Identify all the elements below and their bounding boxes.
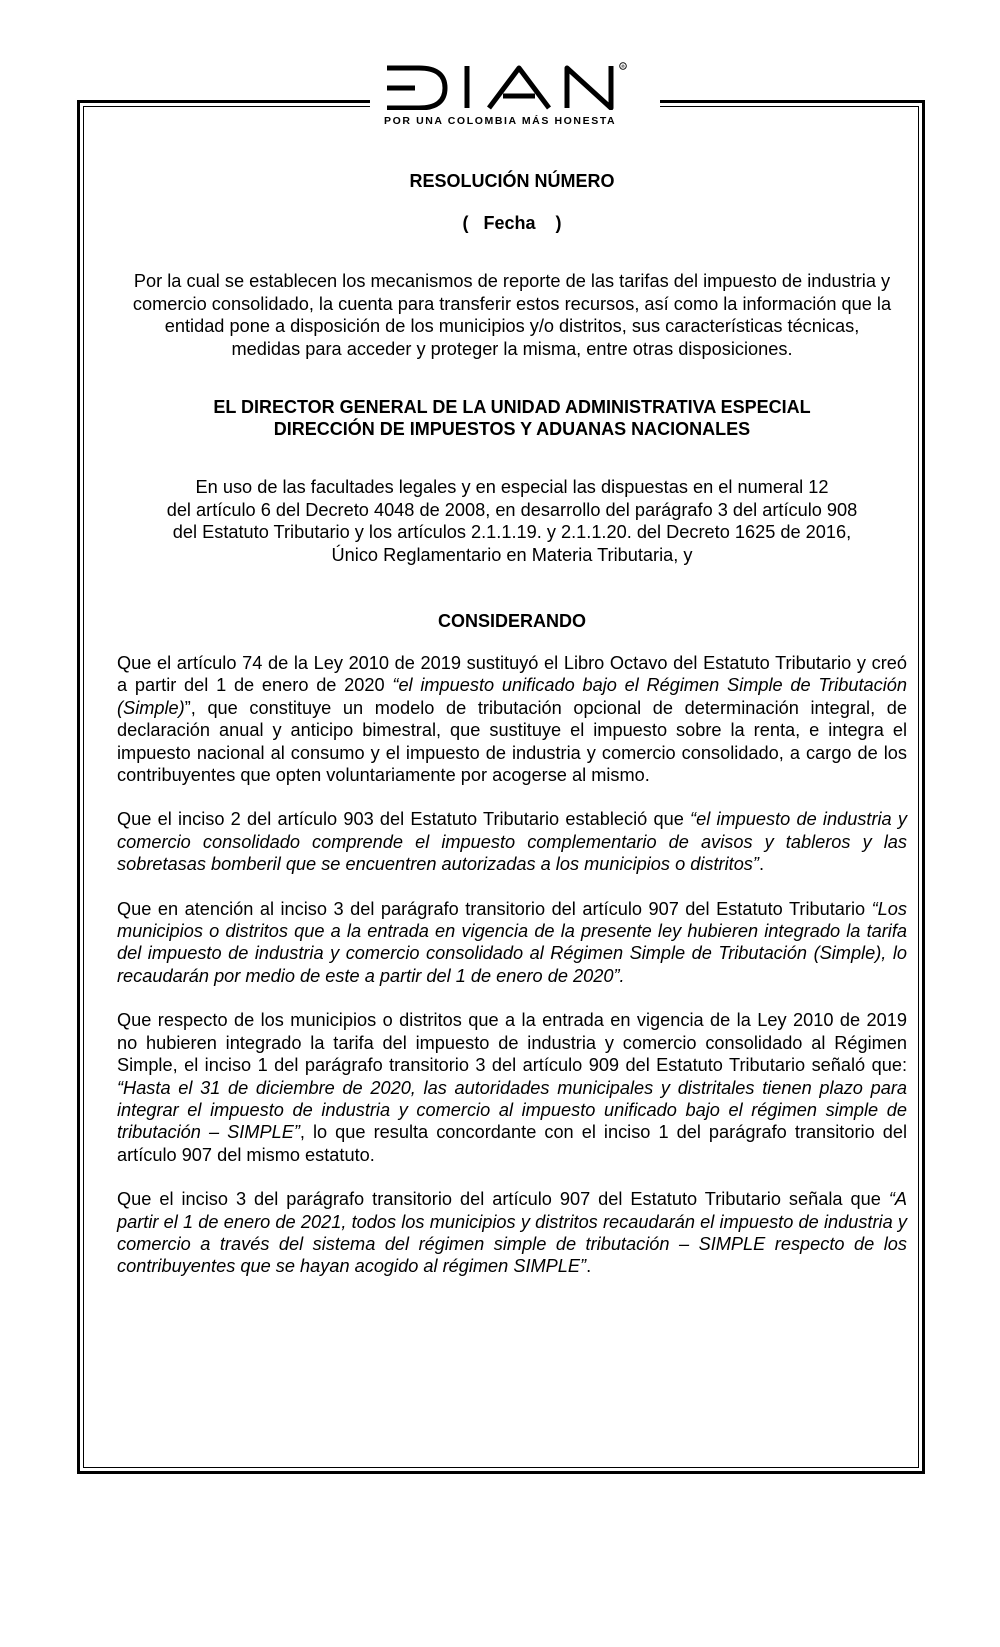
p1-text-a: Que el artículo 74 de la Ley 2010 de 2019 sustituyó el Libro Octavo del Estatuto Tributario y creó a partir del 1 de enero de 2020 [117,653,907,696]
p3-text-a: Que en atención al inciso 3 del parágrafo transitorio del artículo 907 del Estatuto Tributario [117,898,872,919]
dian-logo [370,52,660,132]
resolution-date: ( Fecha ) [462,213,562,233]
p2-text-a: Que el inciso 2 del artículo 903 del Estatuto Tributario estableció que [117,809,691,830]
faculties-line-3: del Estatuto Tributario y los artículos 2.1.1.19. y 2.1.1.20. del Decreto 1625 de 2016, [172,522,852,542]
faculties-line-1: En uso de las facultades legales y en especial las dispuestas en el numeral 12 [195,477,829,497]
legal-faculties [117,476,907,566]
p1-quote: “el impuesto unificado bajo el Régimen Simple de Tributación (Simple) [117,675,907,718]
faculties-line-4: Único Reglamentario en Materia Tributaria, y [331,544,693,565]
document-body [117,170,907,1278]
logo-tagline: POR UNA COLOMBIA MÁS HONESTA [384,115,617,127]
considerando-paragraph-3 [117,898,907,988]
p4-text-c: , lo que resulta concordante con el inciso 1 del parágrafo transitorio del artículo 907 del mismo estatuto. [117,1122,907,1165]
considerando-paragraph-2 [117,808,907,875]
resolution-title: RESOLUCIÓN NÚMERO [409,171,615,191]
p1-text-c: ”, que constituye un modelo de tributación opcional de determinación integral, de declaración anual y anticipo bimestral, que sustituye el impuesto sobre la renta, e integra el impuesto nacional al consumo y el impuesto de industria y comercio consolidado, a cargo de los contribuyentes que opten voluntariamente por acogerse al mismo. [117,697,907,786]
director-line-2: DIRECCIÓN DE IMPUESTOS Y ADUANAS NACIONALES [273,419,751,439]
director-line-1: EL DIRECTOR GENERAL DE LA UNIDAD ADMINISTRATIVA ESPECIAL [213,397,811,417]
p4-quote: “Hasta el 31 de diciembre de 2020, las autoridades municipales y distritales tienen plazo para integrar el impuesto de industria y comercio al impuesto unificado bajo el régimen simple de tributación – SIMPLE” [117,1077,907,1143]
dian-wordmark-icon [385,62,635,110]
p5-text-c: . [586,1256,592,1277]
considerando-paragraph-1 [117,652,907,786]
p4-text-a: Que respecto de los municipios o distritos que a la entrada en vigencia de la Ley 2010 de 2019 no hubieren integrado la tarifa del impuesto de industria y comercio consolidado al Régimen Simple, el inciso 1 del parágrafo transitorio 3 del artículo 909 del Estatuto Tributario señaló que: [117,1010,907,1076]
p2-quote: “el impuesto de industria y comercio consolidado comprende el impuesto complementario de avisos y tableros y las sobretasas bomberil que se encuentren autorizadas a los municipios o distritos” [117,809,907,875]
p2-text-c: . [758,854,765,875]
p5-quote: “A partir el 1 de enero de 2021, todos los municipios y distritos recaudarán el impuesto de industria y comercio a través del sistema del régimen simple de tributación – SIMPLE respecto de los contribuyentes que se hayan acogido al régimen SIMPLE” [117,1189,907,1277]
considerando-heading: CONSIDERANDO [437,611,586,631]
p3-quote: “Los municipios o distritos que a la entrada en vigencia de la presente ley hubieren integrado la tarifa del impuesto de industria y comercio consolidado al Régimen Simple de Tributación (Simple), lo recaudarán por medio de este a partir del 1 de enero de 2020”. [117,898,907,986]
considerando-paragraph-4 [117,1009,907,1166]
p5-text-a: Que el inciso 3 del parágrafo transitorio del artículo 907 del Estatuto Tributario señala que [117,1189,889,1210]
considerando-paragraph-5 [117,1188,907,1278]
resolution-subject: Por la cual se establecen los mecanismos de reporte de las tarifas del impuesto de industria y comercio consolidado, la cuenta para transferir estos recursos, así como la información que la entidad pone a disposición de los municipios y/o distritos, sus características técnicas, medidas para acceder y proteger la misma, entre otras disposiciones. [132,271,892,359]
director-heading [117,396,907,440]
svg-text:®: ® [621,63,625,69]
faculties-line-2: del artículo 6 del Decreto 4048 de 2008, en desarrollo del parágrafo 3 del artículo 908 [166,499,858,520]
